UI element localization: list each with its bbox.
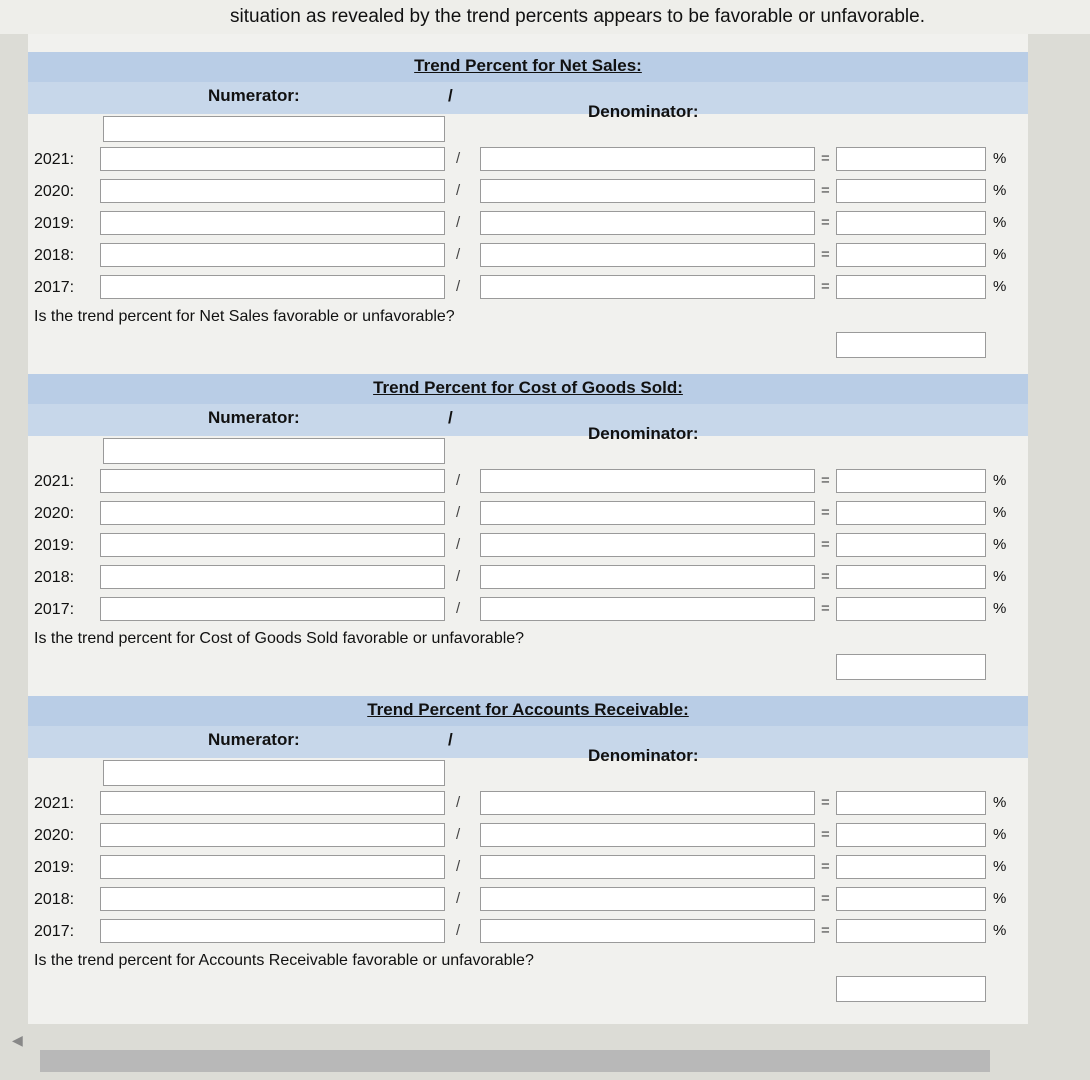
equals-sign: = [821, 922, 830, 939]
numerator-input[interactable] [100, 533, 445, 557]
table-row [28, 498, 1028, 530]
table-title: Trend Percent for Cost of Goods Sold: [373, 378, 683, 397]
year-label: 2020: [34, 505, 75, 522]
table-row [28, 852, 1028, 884]
numerator-label: Numerator: [208, 408, 300, 427]
slash-sign: / [456, 600, 461, 617]
numerator-label: Numerator: [208, 730, 300, 749]
denominator-input[interactable] [480, 211, 815, 235]
table-row [28, 176, 1028, 208]
equals-sign: = [821, 826, 830, 843]
numerator-input[interactable] [100, 469, 445, 493]
slash-sign: / [456, 246, 461, 263]
table-header [28, 52, 1028, 144]
numerator-input[interactable] [100, 179, 445, 203]
table-row [28, 820, 1028, 852]
numerator-input[interactable] [100, 501, 445, 525]
year-label: 2017: [34, 279, 75, 296]
header-band-2 [28, 404, 1028, 436]
denominator-input[interactable] [480, 275, 815, 299]
trend-percent-input[interactable] [836, 887, 986, 911]
favorability-question: Is the trend percent for Accounts Receivable favorable or unfavorable? [34, 952, 534, 969]
table-row [28, 594, 1028, 626]
scroll-left-arrow-icon[interactable]: ◀ [12, 1032, 23, 1048]
table-row [28, 144, 1028, 176]
header-band-2 [28, 726, 1028, 758]
trend-percent-input[interactable] [836, 597, 986, 621]
denominator-label: Denominator: [588, 102, 699, 121]
denominator-label: Denominator: [588, 746, 699, 765]
slash-sign: / [456, 826, 461, 843]
equals-sign: = [821, 568, 830, 585]
slash-sign: / [456, 536, 461, 553]
slash-sign: / [456, 858, 461, 875]
percent-sign: % [993, 568, 1007, 585]
slash-header: / [448, 86, 453, 105]
denominator-label: Denominator: [588, 424, 699, 443]
table-header [28, 374, 1028, 466]
table-row [28, 788, 1028, 820]
slash-sign: / [456, 568, 461, 585]
year-label: 2017: [34, 923, 75, 940]
denominator-input[interactable] [480, 791, 815, 815]
slash-sign: / [456, 794, 461, 811]
percent-sign: % [993, 150, 1007, 167]
year-label: 2017: [34, 601, 75, 618]
slash-sign: / [456, 214, 461, 231]
numerator-header-input[interactable] [103, 438, 445, 464]
favorability-select[interactable] [836, 654, 986, 680]
slash-sign: / [456, 890, 461, 907]
table-row [28, 208, 1028, 240]
trend-percent-input[interactable] [836, 501, 986, 525]
numerator-header-input[interactable] [103, 760, 445, 786]
year-label: 2021: [34, 795, 75, 812]
denominator-input[interactable] [480, 147, 815, 171]
trend-percent-input[interactable] [836, 823, 986, 847]
question-row [28, 304, 1028, 338]
equals-sign: = [821, 858, 830, 875]
trend-percent-input[interactable] [836, 533, 986, 557]
percent-sign: % [993, 826, 1007, 843]
numerator-input[interactable] [100, 919, 445, 943]
horizontal-scrollbar[interactable] [40, 1050, 990, 1072]
denominator-input[interactable] [480, 179, 815, 203]
trend-percent-input[interactable] [836, 211, 986, 235]
year-label: 2020: [34, 183, 75, 200]
slash-sign: / [456, 150, 461, 167]
favorability-select[interactable] [836, 976, 986, 1002]
question-row [28, 948, 1028, 982]
denominator-input[interactable] [480, 243, 815, 267]
table-row [28, 884, 1028, 916]
equals-sign: = [821, 472, 830, 489]
equals-sign: = [821, 278, 830, 295]
denominator-input[interactable] [480, 501, 815, 525]
year-label: 2020: [34, 827, 75, 844]
percent-sign: % [993, 858, 1007, 875]
table-row [28, 530, 1028, 562]
denominator-input[interactable] [480, 919, 815, 943]
equals-sign: = [821, 536, 830, 553]
table-cost-of-goods-sold [28, 374, 1028, 660]
table-title: Trend Percent for Accounts Receivable: [367, 700, 689, 719]
year-label: 2019: [34, 537, 75, 554]
table-row [28, 466, 1028, 498]
trend-percent-input[interactable] [836, 179, 986, 203]
favorability-question: Is the trend percent for Cost of Goods Sold favorable or unfavorable? [34, 630, 525, 647]
denominator-input[interactable] [480, 855, 815, 879]
table-row [28, 240, 1028, 272]
numerator-input[interactable] [100, 243, 445, 267]
percent-sign: % [993, 536, 1007, 553]
numerator-header-input[interactable] [103, 116, 445, 142]
numerator-input[interactable] [100, 275, 445, 299]
trend-percent-input[interactable] [836, 147, 986, 171]
slash-header: / [448, 730, 453, 749]
year-label: 2018: [34, 891, 75, 908]
year-label: 2021: [34, 151, 75, 168]
numerator-input[interactable] [100, 855, 445, 879]
favorability-question: Is the trend percent for Net Sales favorable or unfavorable? [34, 308, 455, 325]
percent-sign: % [993, 182, 1007, 199]
slash-sign: / [456, 922, 461, 939]
slash-sign: / [456, 504, 461, 521]
table-net-sales [28, 52, 1028, 338]
worksheet [28, 34, 1028, 1024]
denominator-input[interactable] [480, 823, 815, 847]
trend-percent-input[interactable] [836, 243, 986, 267]
year-label: 2019: [34, 215, 75, 232]
percent-sign: % [993, 472, 1007, 489]
percent-sign: % [993, 794, 1007, 811]
equals-sign: = [821, 246, 830, 263]
denominator-input[interactable] [480, 565, 815, 589]
equals-sign: = [821, 890, 830, 907]
trend-percent-input[interactable] [836, 855, 986, 879]
denominator-input[interactable] [480, 469, 815, 493]
percent-sign: % [993, 922, 1007, 939]
percent-sign: % [993, 246, 1007, 263]
instructions [0, 0, 1090, 34]
trend-percent-input[interactable] [836, 791, 986, 815]
trend-percent-input[interactable] [836, 565, 986, 589]
numerator-input[interactable] [100, 887, 445, 911]
instructions-text: situation as revealed by the trend percents appears to be favorable or unfavorable. [230, 6, 925, 27]
percent-sign: % [993, 600, 1007, 617]
trend-percent-input[interactable] [836, 469, 986, 493]
slash-header: / [448, 408, 453, 427]
denominator-input[interactable] [480, 533, 815, 557]
trend-percent-input[interactable] [836, 919, 986, 943]
percent-sign: % [993, 504, 1007, 521]
percent-sign: % [993, 278, 1007, 295]
header-band-2 [28, 82, 1028, 114]
question-row [28, 626, 1028, 660]
table-row [28, 916, 1028, 948]
equals-sign: = [821, 794, 830, 811]
equals-sign: = [821, 504, 830, 521]
percent-sign: % [993, 214, 1007, 231]
denominator-input[interactable] [480, 887, 815, 911]
trend-percent-input[interactable] [836, 275, 986, 299]
slash-sign: / [456, 182, 461, 199]
numerator-input[interactable] [100, 211, 445, 235]
table-row [28, 562, 1028, 594]
numerator-input[interactable] [100, 791, 445, 815]
equals-sign: = [821, 600, 830, 617]
table-accounts-receivable [28, 696, 1028, 982]
equals-sign: = [821, 214, 830, 231]
numerator-input[interactable] [100, 565, 445, 589]
year-label: 2018: [34, 247, 75, 264]
numerator-label: Numerator: [208, 86, 300, 105]
table-row [28, 272, 1028, 304]
year-label: 2019: [34, 859, 75, 876]
year-label: 2021: [34, 473, 75, 490]
equals-sign: = [821, 150, 830, 167]
table-title: Trend Percent for Net Sales: [414, 56, 642, 75]
numerator-input[interactable] [100, 823, 445, 847]
percent-sign: % [993, 890, 1007, 907]
year-label: 2018: [34, 569, 75, 586]
slash-sign: / [456, 278, 461, 295]
favorability-select[interactable] [836, 332, 986, 358]
denominator-input[interactable] [480, 597, 815, 621]
equals-sign: = [821, 182, 830, 199]
table-header [28, 696, 1028, 788]
slash-sign: / [456, 472, 461, 489]
numerator-input[interactable] [100, 147, 445, 171]
numerator-input[interactable] [100, 597, 445, 621]
